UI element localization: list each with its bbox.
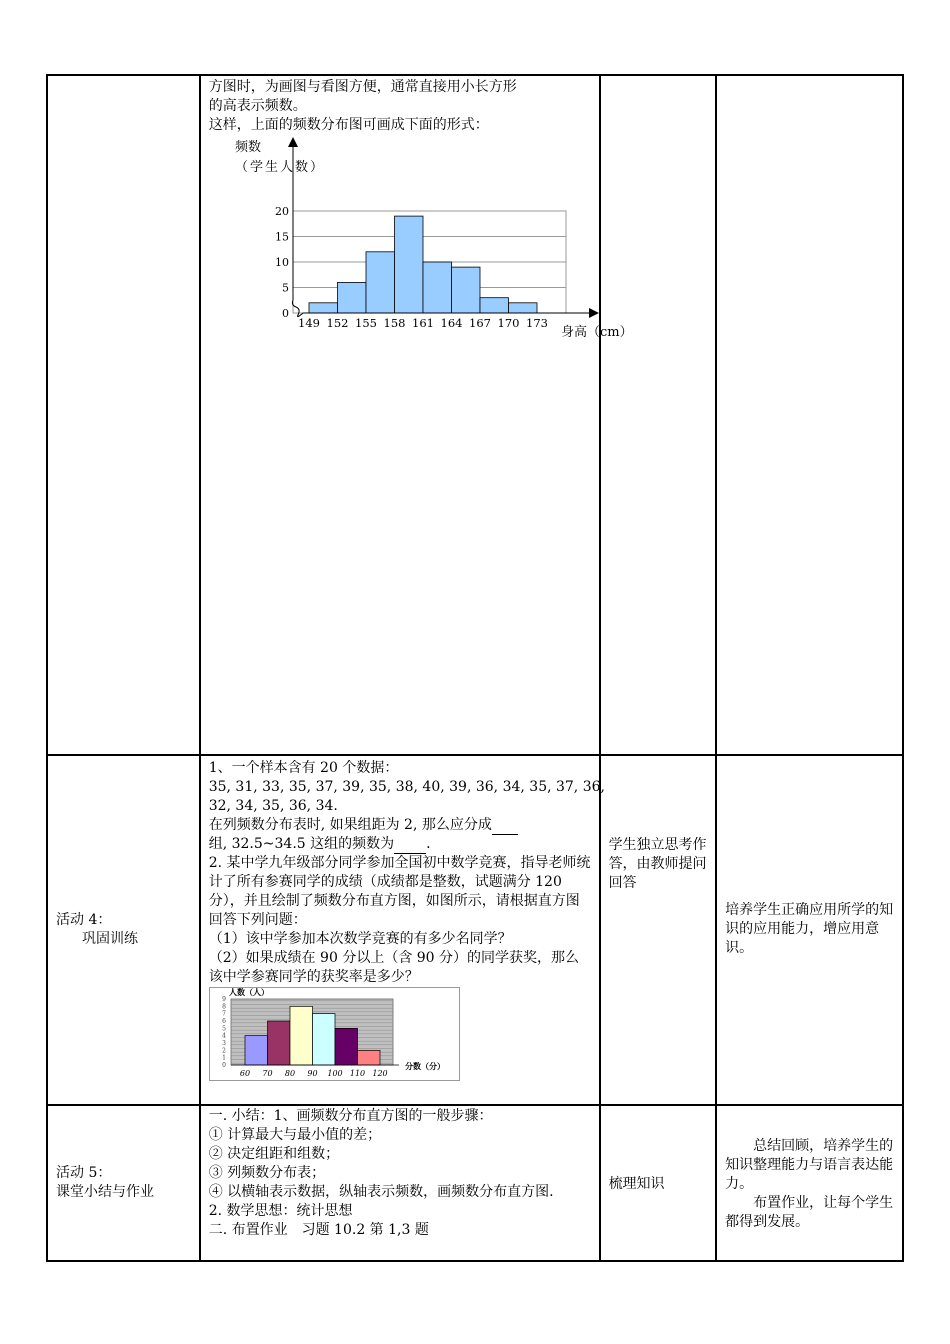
x-tick-label: 60 (239, 1069, 250, 1078)
histogram-bar (335, 1028, 358, 1065)
y-tick-label: 2 (221, 1047, 226, 1055)
x-tick-label: 70 (262, 1069, 273, 1078)
student-activity-text: 梳理知识 (608, 1175, 665, 1192)
purpose-text: 总结回顾，培养学生的知识整理能力与语言表达能力。 (725, 1137, 894, 1192)
histogram-bar (366, 252, 395, 313)
x-axis-label: 分数（分） (404, 1061, 445, 1071)
student-activity-text: 学生独立思考作答，由教师提问回答 (608, 837, 707, 891)
activity-title: 课堂小结与作业 (56, 1184, 154, 1200)
summary-line: 2. 数学思想：统计思想 (208, 1203, 353, 1219)
lesson-plan-table (46, 74, 904, 1262)
purpose-text: 布置作业，让每个学生都得到发展。 (725, 1194, 894, 1230)
score-histogram-chart (209, 987, 469, 1083)
exercise-1-intro: 1、一个样本含有 20 个数据： (208, 760, 399, 776)
x-tick-label: 155 (354, 316, 377, 330)
x-tick-label: 120 (372, 1069, 388, 1078)
y-tick-label: 5 (221, 1025, 226, 1033)
y-tick-label: 15 (274, 230, 289, 244)
y-tick-label: 10 (274, 256, 289, 269)
summary-step: ② 决定组距和组数； (208, 1146, 340, 1162)
y-tick-label: 5 (281, 281, 289, 295)
text-line: 方图时，为画图与看图方便，通常直接用小长方形 (208, 79, 517, 95)
content-cell-exercise (200, 755, 605, 1105)
histogram-bar (245, 1036, 268, 1065)
summary-step: ④ 以横轴表示数据，纵轴表示频数，画频数分布直方图. (208, 1184, 554, 1200)
histogram-bar (451, 267, 480, 313)
x-axis-arrow (589, 308, 599, 318)
table-row-activity-4 (47, 755, 903, 1105)
activity-number: 活动 5： (56, 1165, 112, 1181)
x-tick-label: 90 (307, 1069, 318, 1078)
summary-step: ③ 列频数分布表； (208, 1165, 326, 1181)
summary-line: 一. 小结：1、画频数分布直方图的一般步骤： (208, 1108, 493, 1124)
x-tick-label: 170 (497, 316, 520, 330)
y-axis-label-unit: （学生人数） (234, 160, 325, 175)
summary-step: ① 计算最大与最小值的差； (208, 1127, 382, 1143)
content-cell-summary (200, 1105, 600, 1261)
x-axis-label: 身高（cm） (560, 325, 633, 340)
histogram-bar (394, 216, 423, 313)
text-line: 这样，上面的频数分布图可画成下面的形式： (208, 117, 489, 133)
content-cell-histogram (200, 75, 633, 755)
student-activity-cell (600, 1105, 717, 1261)
y-axis-label: 频数 (234, 140, 261, 155)
histogram-bar (480, 298, 509, 313)
histogram-bar (508, 303, 537, 313)
y-tick-label: 9 (221, 996, 226, 1003)
y-tick-label: 8 (221, 1003, 226, 1011)
y-tick-label: 1 (221, 1054, 226, 1062)
purpose-text: 培养学生正确应用所学的知识的应用能力，增应用意识。 (725, 902, 894, 956)
y-axis-label: 人数（人） (228, 987, 269, 997)
exercise-2-text: 2. 某中学九年级部分同学参加全国初中数学竞赛，指导老师统计了所有参赛同学的成绩（成绩都是整数，试题满分 120 分），并且绘制了频数分布直方图，如图所示，请根据直方图回答下列问题： (208, 855, 591, 928)
exercise-2-question-2: （2）如果成绩在 90 分以上（含 90 分）的同学获奖，那么该中学参赛同学的获奖率是多少？ (208, 950, 580, 985)
axis-break-mark (292, 300, 303, 317)
height-histogram-chart (201, 135, 641, 345)
x-tick-label: 161 (411, 316, 434, 330)
exercise-1-data: 35, 31, 33, 35, 37, 39, 35, 38, 40, 39, 36, 34, 35, 37, 36, (208, 779, 605, 795)
histogram-bar (423, 262, 452, 313)
x-tick-label: 164 (440, 316, 463, 330)
y-tick-label: 6 (221, 1018, 226, 1025)
exercise-1-question-cont: 组, 32.5~34.5 这组的频数为 . (208, 836, 431, 852)
purpose-cell (716, 755, 903, 1105)
y-tick-label: 7 (221, 1010, 226, 1018)
y-axis-arrow (288, 137, 298, 147)
table-row-activity-5 (47, 1105, 903, 1261)
y-tick-label: 3 (221, 1040, 226, 1047)
student-activity-cell-empty (600, 75, 717, 755)
text-line: 的高表示频数。 (208, 98, 307, 114)
answer-blank[interactable] (492, 820, 518, 835)
histogram-bar (290, 1006, 313, 1065)
activity-number: 活动 4： (56, 912, 112, 928)
activity-label-cell (47, 1105, 200, 1261)
x-tick-label: 158 (383, 316, 406, 330)
histogram-bar (309, 303, 338, 313)
y-tick-label: 20 (274, 205, 289, 218)
x-tick-label: 110 (349, 1069, 365, 1078)
student-activity-cell (600, 755, 717, 1105)
purpose-cell-empty (716, 75, 903, 755)
answer-blank[interactable] (394, 839, 426, 854)
exercise-1-data-cont: 32, 34, 35, 36, 34. (208, 798, 338, 814)
y-tick-label: 0 (281, 307, 289, 320)
x-tick-label: 100 (327, 1069, 343, 1078)
purpose-cell (716, 1105, 903, 1261)
activity-title: 巩固训练 (82, 931, 138, 947)
y-tick-label: 0 (221, 1062, 226, 1069)
histogram-bar (337, 282, 366, 313)
table-row-histogram (47, 75, 903, 755)
x-tick-label: 167 (468, 316, 491, 330)
histogram-bar (357, 1050, 380, 1065)
histogram-bar (267, 1021, 290, 1065)
x-tick-label: 80 (284, 1069, 295, 1078)
exercise-2-question-1: （1）该中学参加本次数学竞赛的有多少名同学？ (208, 931, 512, 947)
histogram-bar (312, 1014, 335, 1065)
y-tick-label: 4 (221, 1032, 226, 1040)
x-tick-label: 173 (525, 316, 548, 330)
homework-line: 二. 布置作业 习题 10.2 第 1,3 题 (208, 1222, 429, 1238)
activity-label-cell (47, 755, 200, 1105)
x-tick-label: 152 (326, 316, 349, 330)
exercise-1-question: 在列频数分布表时, 如果组距为 2, 那么应分成 (209, 816, 591, 835)
activity-cell-empty (47, 75, 200, 755)
x-tick-label: 149 (297, 316, 320, 330)
